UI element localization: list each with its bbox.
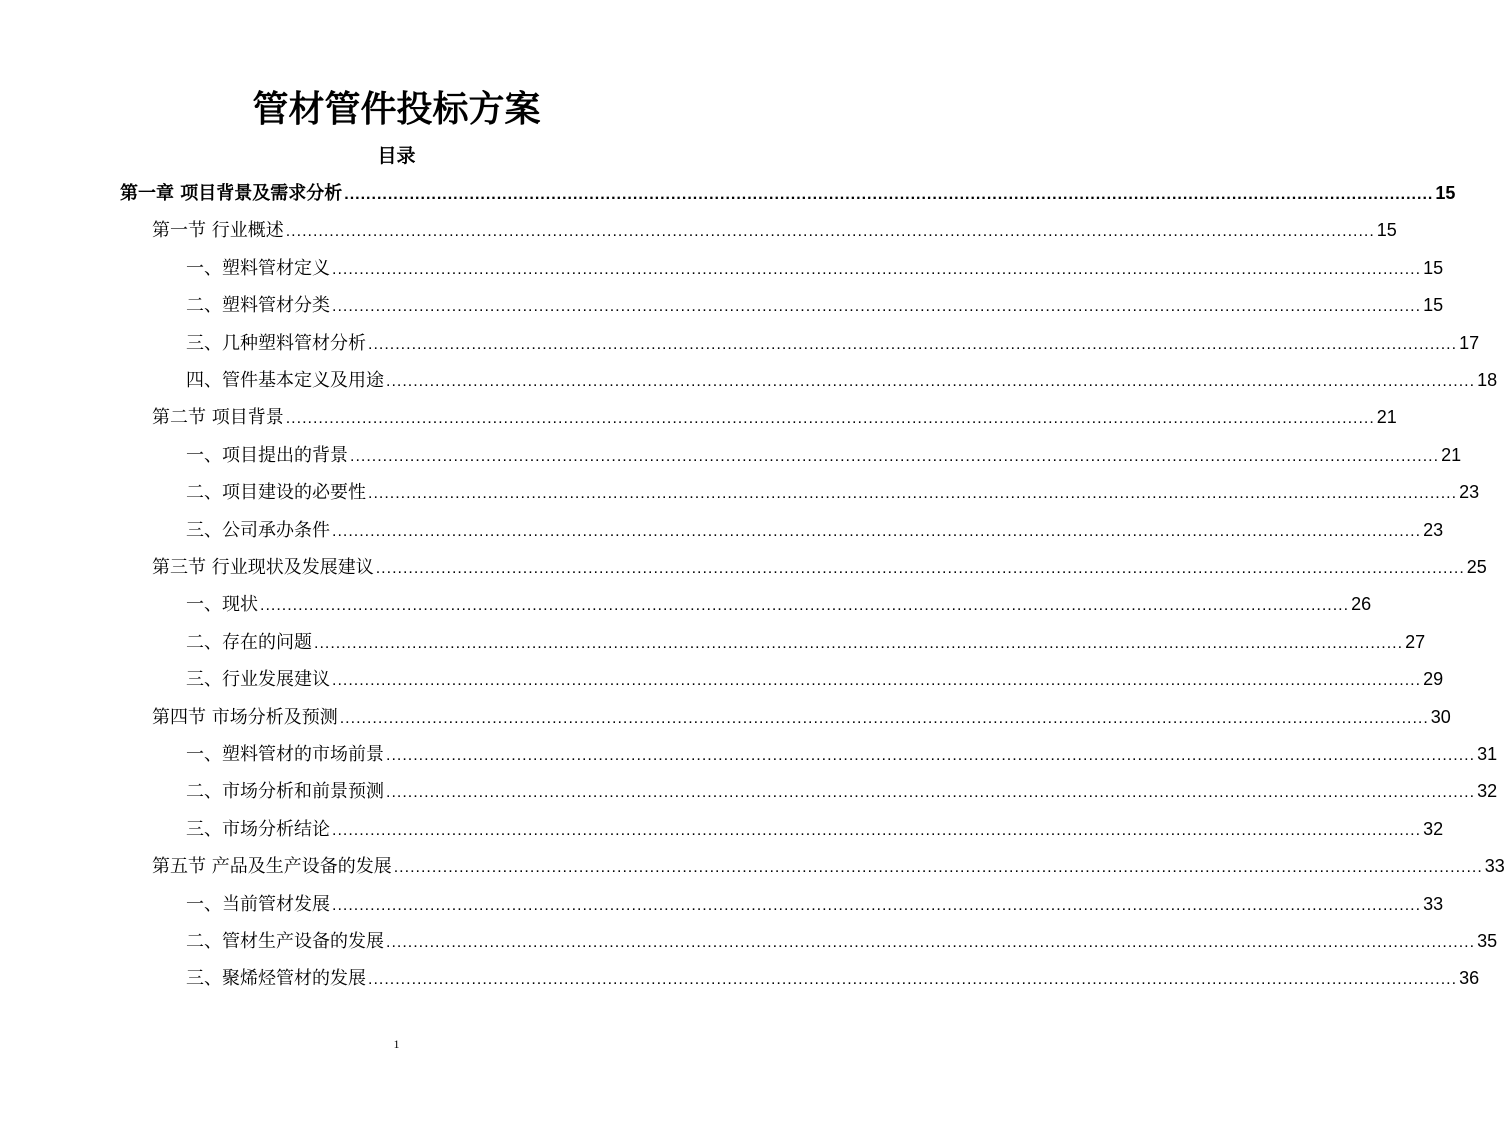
toc-entry-item[interactable] [186,325,1480,361]
toc-entry-page: 26 [1351,594,1372,615]
toc-entry-label: 第一章 项目背景及需求分析 [120,183,343,204]
toc-leader-dots: ........................................................................................................................................................................................................ [368,971,1458,989]
toc-entry-item[interactable] [186,886,1444,922]
toc-entry-label: 三、市场分析结论 [186,818,330,840]
toc-leader-dots: ........................................................................................................................................................................................................ [339,709,1429,727]
toc-entry-page: 21 [1441,444,1462,465]
toc-entry-section[interactable] [152,212,1397,248]
toc-entry-page: 31 [1477,744,1498,764]
toc-entry-page: 36 [1459,968,1480,989]
toc-entry-page: 15 [1376,220,1397,241]
toc-entry-item[interactable] [186,661,1444,697]
toc-entry-label: 一、塑料管材的市场前景 [186,744,384,765]
toc-leader-dots: ........................................................................................................................................................................................................ [332,522,1422,540]
toc-entry-label: 二、管材生产设备的发展 [186,931,384,952]
toc-entry-label: 二、项目建设的必要性 [186,482,366,504]
toc-entry-page: 27 [1405,631,1426,652]
toc-entry-page: 17 [1459,332,1480,353]
toc-entry-page: 33 [1484,856,1505,877]
toc-leader-dots: ........................................................................................................................................................................................................ [368,485,1458,503]
toc-entry-label: 一、塑料管材定义 [186,257,330,279]
toc-leader-dots: ........................................................................................................................................................................................................ [332,260,1422,278]
toc-entry-section[interactable] [152,699,1451,735]
toc-entry-page: 32 [1423,818,1444,839]
toc-leader-dots: ........................................................................................................................................................................................................ [332,672,1422,690]
toc-entry-label: 三、几种塑料管材分析 [186,332,366,354]
toc-entry-page: 25 [1466,557,1487,577]
toc-entry-item[interactable] [186,736,1498,772]
toc-entry-label: 第二节 项目背景 [152,407,284,429]
toc-entry-item[interactable] [186,437,1462,473]
toc-leader-dots: ........................................................................................................................................................................................................ [368,335,1458,353]
toc-entry-page: 33 [1423,893,1444,914]
toc-entry-label: 第三节 行业现状及发展建议 [152,557,374,578]
toc-entry-label: 第五节 产品及生产设备的发展 [152,856,392,878]
toc-entry-item[interactable] [186,960,1480,996]
toc-entry-section[interactable] [152,399,1397,435]
toc-leader-dots: ........................................................................................................................................................................................................ [332,298,1422,316]
document-title: 管材管件投标方案 [252,89,541,130]
toc-entry-item[interactable] [186,512,1444,548]
toc-entry-label: 二、塑料管材分类 [186,295,330,317]
toc-entry-label: 二、存在的问题 [186,631,312,653]
toc-entry-item[interactable] [186,586,1372,622]
toc-leader-dots: ........................................................................................................................................................................................................ [285,410,1375,428]
toc-heading: 目录 [377,145,416,167]
toc-entry-page: 32 [1477,781,1498,802]
toc-entry-page: 23 [1459,482,1480,503]
toc-entry-page: 23 [1423,519,1444,540]
toc-entry-item[interactable] [186,250,1444,286]
toc-leader-dots: ........................................................................................................................................................................................................ [332,821,1422,839]
toc-entry-label: 三、行业发展建议 [186,669,330,691]
toc-leader-dots: ........................................................................................................................................................................................................ [285,223,1375,241]
toc-entry-page: 30 [1430,706,1451,727]
toc-entry-item[interactable] [186,287,1444,323]
toc-entry-label: 第一节 行业概述 [152,220,284,242]
toc-entry-item[interactable] [186,811,1444,847]
toc-entry-label: 三、公司承办条件 [186,519,330,541]
toc-leader-dots: ........................................................................................................................................................................................................ [386,747,1476,764]
toc-leader-dots: ........................................................................................................................................................................................................ [332,896,1422,914]
toc-entry-label: 二、市场分析和前景预测 [186,781,384,803]
toc-leader-dots: ........................................................................................................................................................................................................ [386,934,1476,951]
toc-leader-dots: ........................................................................................................................................................................................................ [260,597,1350,615]
toc-entry-label: 四、管件基本定义及用途 [186,370,384,391]
toc-entry-chapter[interactable] [120,175,1456,211]
toc-entry-item[interactable] [186,362,1498,398]
toc-entry-label: 一、项目提出的背景 [186,444,348,466]
toc-leader-dots: ........................................................................................................................................................................................................ [344,186,1434,203]
toc-entry-item[interactable] [186,923,1498,959]
toc-entry-page: 18 [1477,370,1498,390]
toc-entry-section[interactable] [152,848,1505,884]
toc-leader-dots: ........................................................................................................................................................................................................ [393,859,1483,877]
toc-entry-item[interactable] [186,474,1480,510]
toc-leader-dots: ........................................................................................................................................................................................................ [375,560,1465,577]
toc-entry-item[interactable] [186,624,1426,660]
toc-entry-label: 三、聚烯烃管材的发展 [186,968,366,990]
toc-leader-dots: ........................................................................................................................................................................................................ [314,634,1404,652]
toc-entry-page: 35 [1477,931,1498,951]
toc-leader-dots: ........................................................................................................................................................................................................ [386,784,1476,802]
toc-entry-section[interactable] [152,549,1487,585]
toc-entry-label: 第四节 市场分析及预测 [152,706,338,728]
toc-entry-page: 15 [1423,295,1444,316]
toc-leader-dots: ........................................................................................................................................................................................................ [350,447,1440,465]
toc-entry-page: 15 [1435,183,1456,203]
toc-entry-page: 29 [1423,669,1444,690]
toc-entry-label: 一、当前管材发展 [186,893,330,915]
toc-leader-dots: ........................................................................................................................................................................................................ [386,373,1476,390]
toc-entry-page: 15 [1423,257,1444,278]
toc-entry-page: 21 [1376,407,1397,428]
toc-entry-label: 一、现状 [186,594,258,616]
toc-entry-item[interactable] [186,773,1498,809]
page-number: 1 [393,1037,400,1051]
